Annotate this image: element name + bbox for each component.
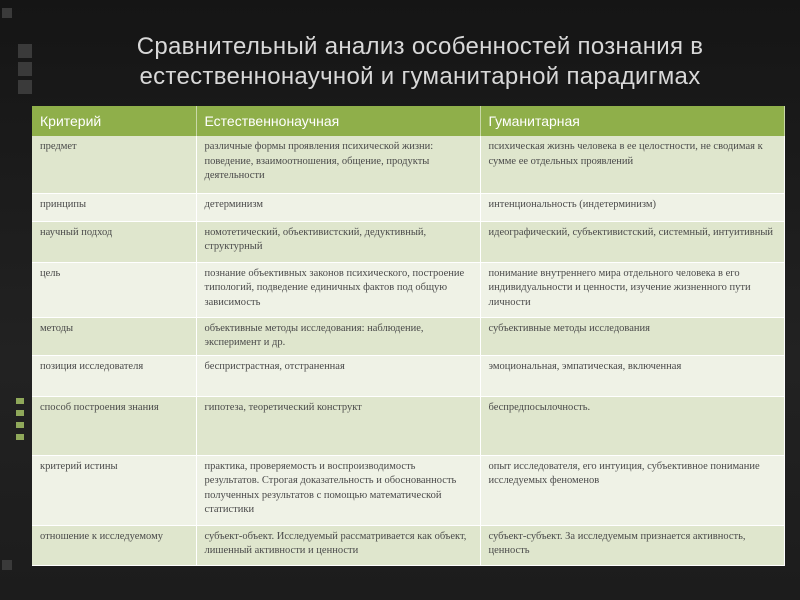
cell-humanitarian: субъект-субъект. За исследуемым признается активность, ценность bbox=[480, 525, 784, 565]
cell-criterion: цель bbox=[32, 262, 196, 317]
table-row bbox=[32, 262, 784, 317]
cell-natural-science: беспристрастная, отстраненная bbox=[196, 355, 480, 396]
cell-humanitarian: опыт исследователя, его интуиция, субъективное понимание исследуемых феноменов bbox=[480, 455, 784, 525]
cell-natural-science: номотетический, объективистский, дедуктивный, структурный bbox=[196, 221, 480, 262]
cell-humanitarian: интенциональность (индетерминизм) bbox=[480, 193, 784, 221]
cell-humanitarian: идеографический, субъективистский, системный, интуитивный bbox=[480, 221, 784, 262]
cell-natural-science: познание объективных законов психического, построение типологий, подведение единичных фактов под общую зависимость bbox=[196, 262, 480, 317]
cell-humanitarian: понимание внутреннего мира отдельного человека в его индивидуальности и ценности, изучение жизненного пути личности bbox=[480, 262, 784, 317]
cell-natural-science: различные формы проявления психической жизни: поведение, взаимоотношения, общение, продукты деятельности bbox=[196, 136, 480, 193]
header-humanitarian: Гуманитарная bbox=[480, 106, 784, 136]
header-criterion: Критерий bbox=[32, 106, 196, 136]
cell-criterion: предмет bbox=[32, 136, 196, 193]
comparison-table bbox=[32, 106, 785, 566]
table-row bbox=[32, 525, 784, 565]
slide-title bbox=[60, 32, 780, 92]
decor-square bbox=[2, 560, 12, 570]
table-row bbox=[32, 317, 784, 355]
decor-square bbox=[18, 80, 32, 94]
cell-natural-science: субъект-объект. Исследуемый рассматривается как объект, лишенный активности и ценности bbox=[196, 525, 480, 565]
cell-criterion: методы bbox=[32, 317, 196, 355]
decor-bars bbox=[16, 398, 26, 446]
cell-natural-science: гипотеза, теоретический конструкт bbox=[196, 396, 480, 455]
table-row bbox=[32, 355, 784, 396]
table-row bbox=[32, 396, 784, 455]
decor-square bbox=[18, 62, 32, 76]
cell-criterion: принципы bbox=[32, 193, 196, 221]
decor-square bbox=[2, 8, 12, 18]
cell-humanitarian: беспредпосылочность. bbox=[480, 396, 784, 455]
table-row bbox=[32, 221, 784, 262]
cell-criterion: научный подход bbox=[32, 221, 196, 262]
cell-natural-science: практика, проверяемость и воспроизводимость результатов. Строгая доказательность и обоснованность полученных результатов с помощью математической статистики bbox=[196, 455, 480, 525]
table-header-row bbox=[32, 106, 784, 136]
cell-criterion: критерий истины bbox=[32, 455, 196, 525]
cell-criterion: позиция исследователя bbox=[32, 355, 196, 396]
table-row bbox=[32, 193, 784, 221]
cell-humanitarian: психическая жизнь человека в ее целостности, не сводимая к сумме ее отдельных проявлений bbox=[480, 136, 784, 193]
decor-square bbox=[18, 44, 32, 58]
cell-criterion: способ построения знания bbox=[32, 396, 196, 455]
title-line-2: естественнонаучной и гуманитарной парадигмах bbox=[139, 63, 701, 90]
table-row bbox=[32, 136, 784, 193]
cell-humanitarian: субъективные методы исследования bbox=[480, 317, 784, 355]
table-row bbox=[32, 455, 784, 525]
cell-natural-science: объективные методы исследования: наблюдение, эксперимент и др. bbox=[196, 317, 480, 355]
cell-natural-science: детерминизм bbox=[196, 193, 480, 221]
header-natural-science: Естественнонаучная bbox=[196, 106, 480, 136]
title-line-1: Сравнительный анализ особенностей познания в bbox=[136, 33, 704, 60]
cell-criterion: отношение к исследуемому bbox=[32, 525, 196, 565]
cell-humanitarian: эмоциональная, эмпатическая, включенная bbox=[480, 355, 784, 396]
